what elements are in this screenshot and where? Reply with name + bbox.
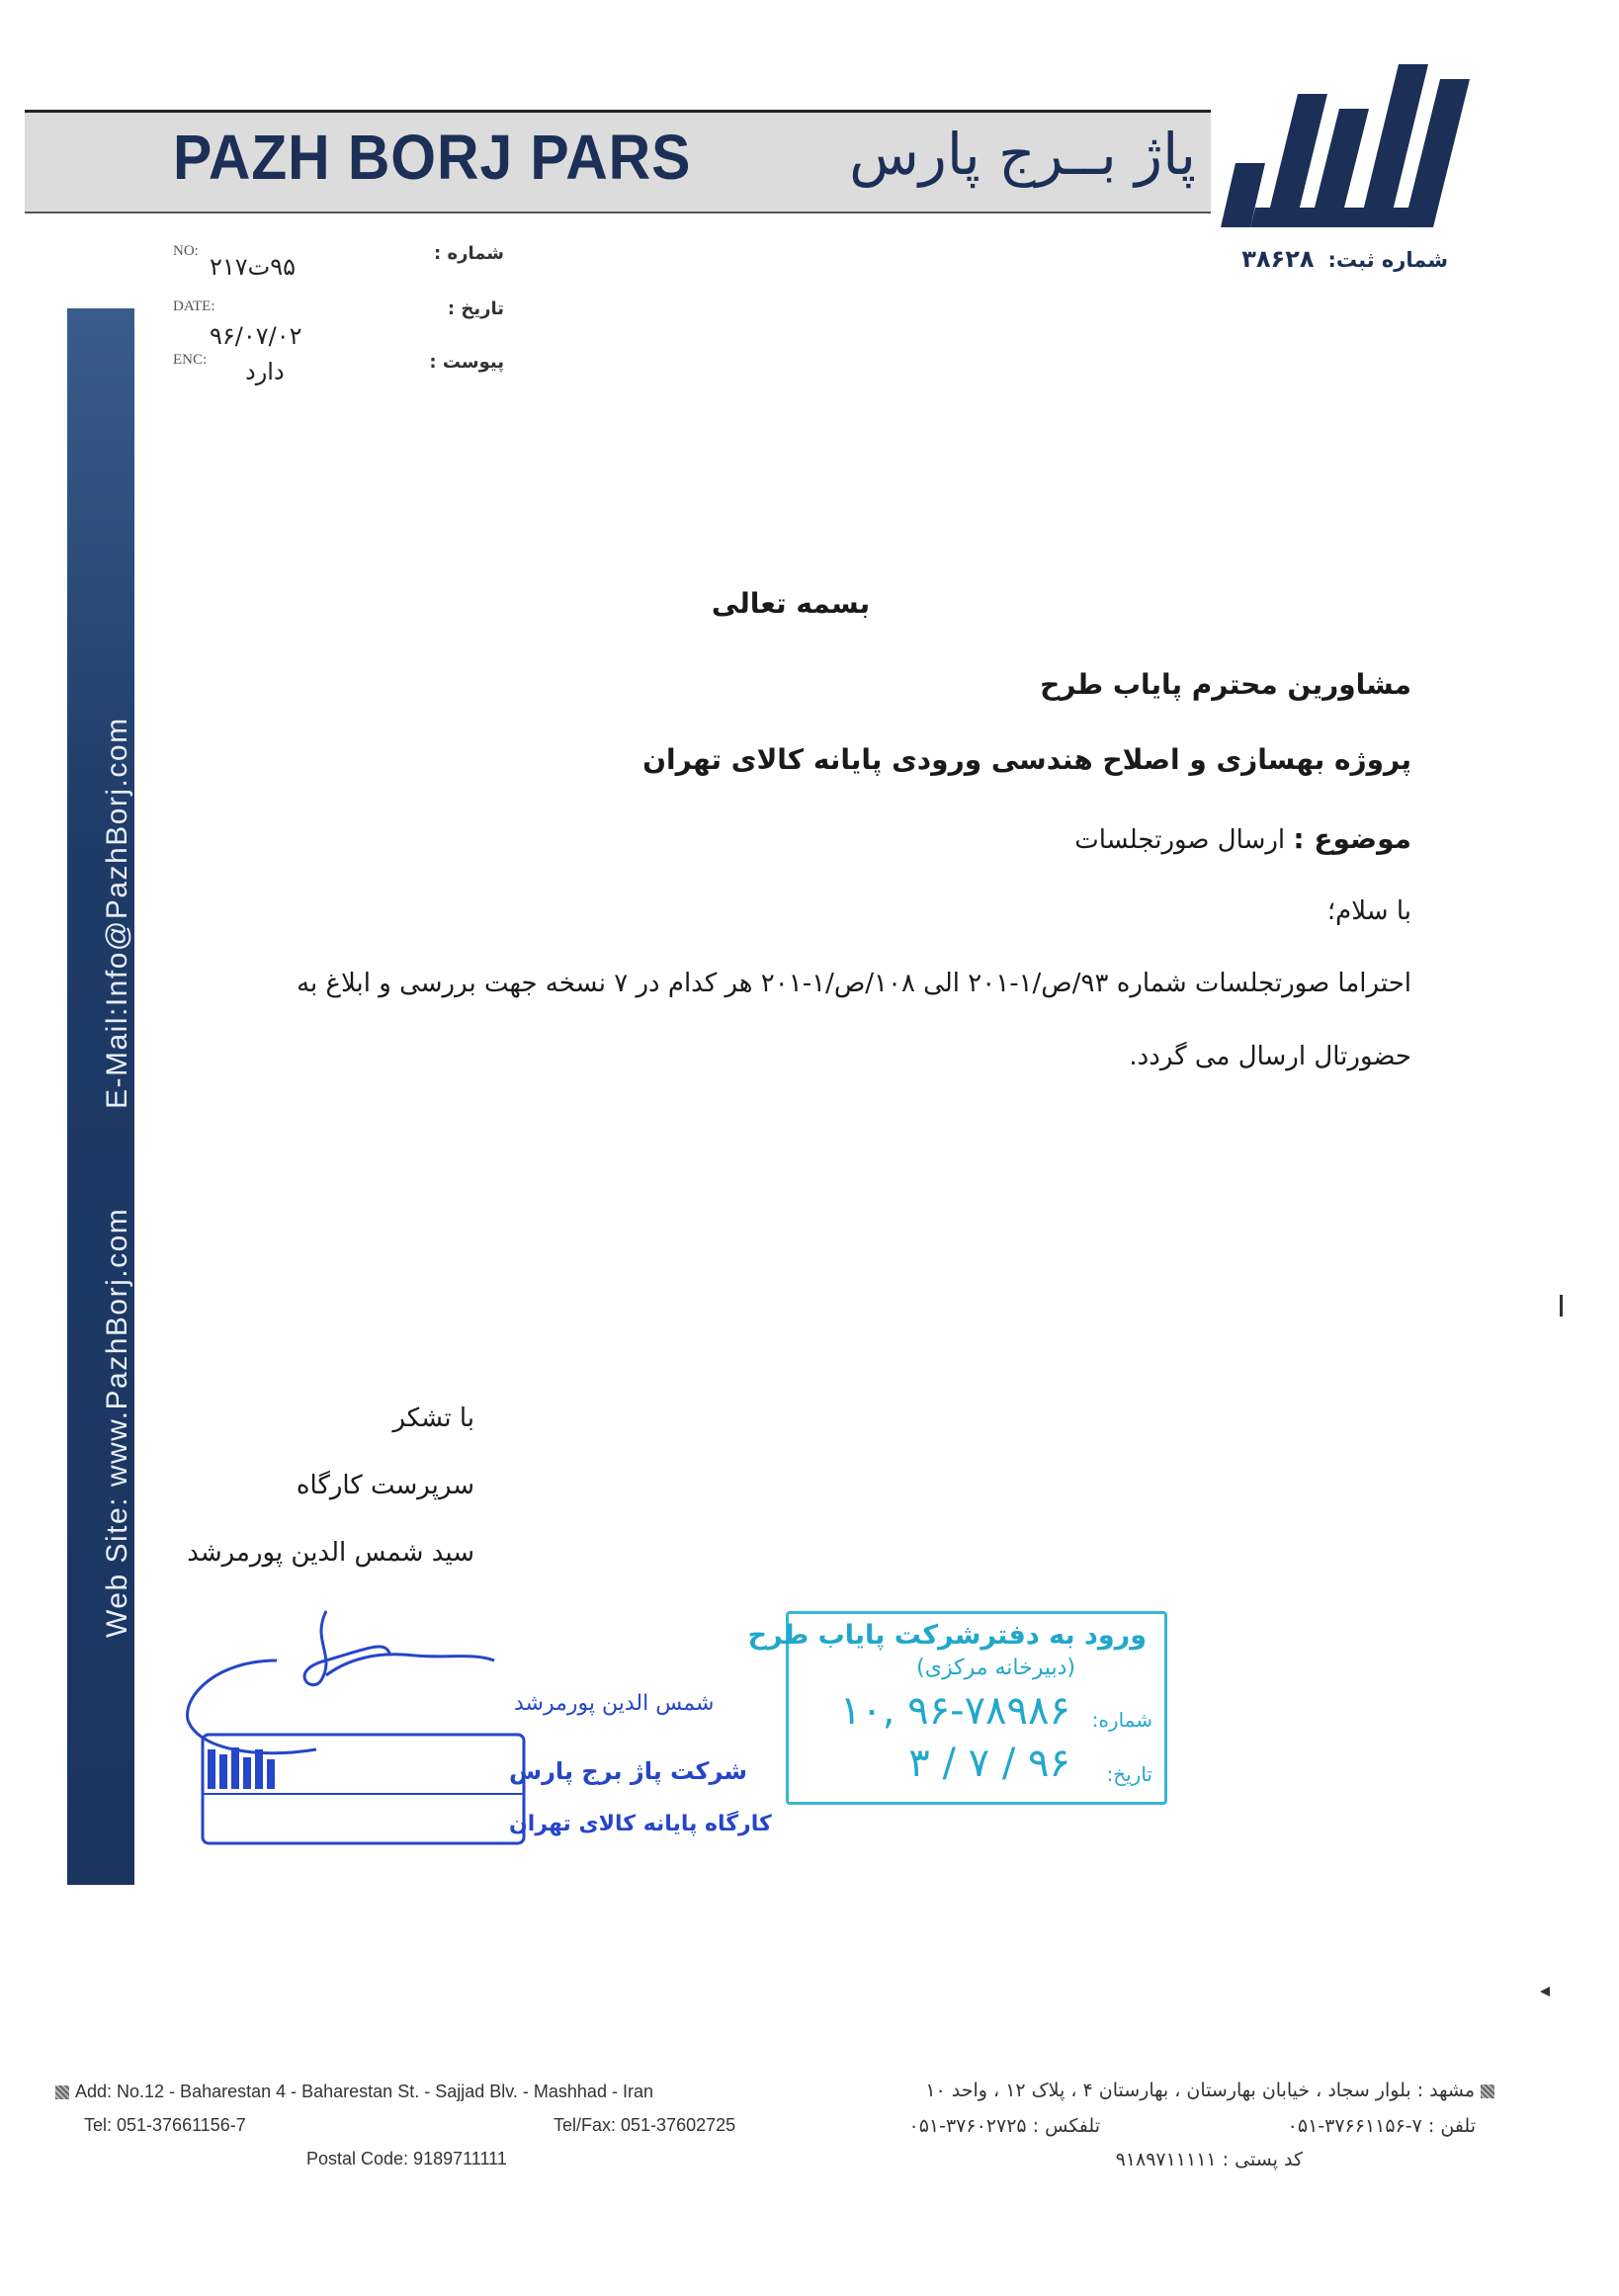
basmala-heading: بسمه تعالی (711, 587, 871, 620)
sidebar-email: E-Mail:Info@PazhBorj.com (101, 717, 133, 1109)
company-name-en: PAZH BORJ PARS (173, 122, 692, 193)
footer-postal-en: Postal Code: 9189711111 (306, 2149, 507, 2168)
registration-value: ۳۸۶۲۸ (1241, 245, 1315, 273)
footer-postal-fa: کد پستی : ۹۱۸۹۷۱۱۱۱۱ (1115, 2149, 1303, 2170)
no-label-fa: شماره : (434, 243, 504, 264)
footer-square-icon-fa (1481, 2084, 1494, 2098)
entry-stamp-number-label: شماره: (1091, 1708, 1152, 1732)
footer-square-icon (55, 2085, 69, 2099)
sidebar-website: Web Site: www.PazhBorj.com (101, 1207, 133, 1638)
recipient-line: مشاورین محترم پایاب طرح (1040, 668, 1411, 701)
letter-date-value: ۹۶/۰۷/۰۲ (210, 322, 302, 350)
scan-arrow-mark (1540, 1987, 1550, 1997)
company-stamp-icon (178, 1601, 772, 1848)
pazh-borj-logo-icon (1211, 54, 1478, 232)
paragraph-line-2: حضورتال ارسال می گردد. (1129, 1042, 1411, 1071)
subject-line (1074, 822, 1411, 855)
closing-phrase: با تشکر (392, 1403, 474, 1433)
footer-fax-en: Tel/Fax: 051-37602725 (554, 2115, 736, 2135)
footer-fax-fa: تلفکس : ۳۷۶۰۲۷۲۵-۰۵۱ (908, 2115, 1100, 2137)
signer-title: سرپرست کارگاه (296, 1471, 474, 1500)
stamp-workshop-line: کارگاه پایانه کالای تهران (509, 1812, 772, 1836)
date-label-en: DATE: (173, 298, 215, 314)
footer-address-fa: مشهد : بلوار سجاد ، خیابان بهارستان ، بهارستان ۴ ، پلاک ۱۲ ، واحد ۱۰ (925, 2080, 1500, 2101)
subject-label: موضوع : (1293, 822, 1411, 855)
entry-stamp-number-value: ۹۶-۷۸۹۸۶ ,۱۰ (839, 1688, 1070, 1734)
enc-label-fa: پیوست : (429, 352, 504, 373)
greeting: با سلام؛ (1326, 896, 1411, 926)
entry-stamp (747, 1611, 1167, 1805)
entry-stamp-date-label: تاریخ: (1106, 1762, 1152, 1786)
date-label-fa: تاریخ : (447, 298, 504, 319)
no-label-en: NO: (173, 243, 199, 259)
entry-stamp-title: ورود به دفترشرکت پایاب طرح (747, 1620, 1147, 1651)
letter-number-value: ۹۵ت۲۱۷ (210, 253, 297, 281)
registration-number (1166, 245, 1448, 273)
enc-label-en: ENC: (173, 352, 208, 368)
enclosure-value: دارد (245, 358, 285, 385)
entry-stamp-subtitle: (دبیرخانه مرکزی) (916, 1656, 1075, 1680)
stamp-company-line: شرکت پاژ برج پارس (509, 1757, 747, 1785)
company-name-fa: پاژ بــرج پارس (849, 121, 1196, 188)
paragraph-line-1: احتراما صورتجلسات شماره ۹۳/ص/۱-۲۰۱ الی ۱۰۸/ص/۱-۲۰۱ هر کدام در ۷ نسخه جهت بررسی و ابلاغ به (297, 969, 1411, 998)
scan-mark (1560, 1295, 1563, 1317)
contact-sidebar (67, 308, 134, 1885)
entry-stamp-date-value: ۹۶ / ۷ / ۳ (908, 1741, 1070, 1786)
footer-address-en: Add: No.12 - Baharestan 4 - Baharestan St. - Sajjad Blv. - Mashhad - Iran (49, 2082, 653, 2102)
signer-name: سید شمس الدین پورمرشد (187, 1538, 474, 1568)
stamp-handwritten-name: شمس الدین پورمرشد (514, 1691, 715, 1716)
registration-label: شماره ثبت: (1327, 248, 1448, 272)
footer-tel-fa: تلفن : ۷-۳۷۶۶۱۱۵۶-۰۵۱ (1287, 2115, 1476, 2137)
project-title: پروژه بهسازی و اصلاح هندسی ورودی پایانه کالای تهران (642, 743, 1411, 776)
subject-text: ارسال صورتجلسات (1074, 825, 1286, 855)
footer-tel-en: Tel: 051-37661156-7 (84, 2115, 246, 2135)
